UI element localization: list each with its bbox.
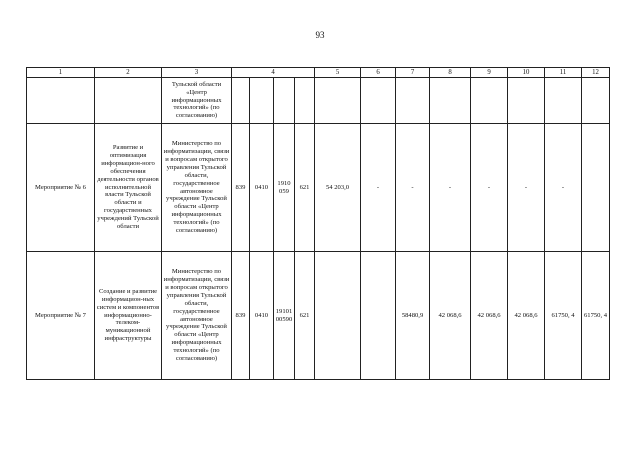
value-col7: 58480,9 [396,252,430,380]
table-cell [232,78,250,124]
value-col5 [315,252,361,380]
header-cell: 2 [95,68,162,78]
rzpr-code: 0410 [250,124,274,252]
table-row-measure-7 [27,252,610,380]
table-cell [430,78,471,124]
measure-description: Развитие и оптимизация информацион-ного обеспечения деятельности органов исполнительной власти Тульской области и государственных учреждений Тульской области [95,124,162,252]
table-cell [295,78,315,124]
value-col12 [582,124,610,252]
value-col6 [361,252,396,380]
table-cell [315,78,361,124]
table-cell [27,78,95,124]
value-col10: 42 068,6 [508,252,545,380]
header-cell: 4 [232,68,315,78]
header-cell: 6 [361,68,396,78]
table-cell [95,78,162,124]
header-cell: 8 [430,68,471,78]
header-cell: 9 [471,68,508,78]
table-cell [396,78,430,124]
table-cell [250,78,274,124]
header-cell: 5 [315,68,361,78]
executor-cell: Министерство по информатизации, связи и вопросам открытого управления Тульской области, государственное автономное учреждение Тульской области «Центр информационных технологий» (по согласованию) [162,252,232,380]
header-cell: 12 [582,68,610,78]
table-cell [582,78,610,124]
header-cell: 3 [162,68,232,78]
value-col10: - [508,124,545,252]
csr-code: 19101 00590 [274,252,295,380]
vr-code: 621 [295,124,315,252]
value-col9: 42 068,6 [471,252,508,380]
table-row-continued [27,78,610,124]
header-cell: 11 [545,68,582,78]
value-col11: 61750, 4 [545,252,582,380]
table-cell [471,78,508,124]
value-col9: - [471,124,508,252]
value-col8: 42 068,6 [430,252,471,380]
vr-code: 621 [295,252,315,380]
executor-cell: Тульской области «Центр информационных технологий» (по согласованию) [162,78,232,124]
budget-table [26,67,610,380]
measure-description: Создание и развитие информацион-ных систем и компонентов информационно-телеком-муникационной инфраструктуры [95,252,162,380]
table-row-measure-6 [27,124,610,252]
table-cell [545,78,582,124]
value-col5: 54 203,0 [315,124,361,252]
value-col6: - [361,124,396,252]
page-number: 93 [315,30,325,40]
header-row [27,68,610,78]
grbs-code: 839 [232,252,250,380]
value-col12: 61750, 4 [582,252,610,380]
header-cell: 10 [508,68,545,78]
table-cell [361,78,396,124]
header-cell: 7 [396,68,430,78]
csr-code: 1910 059 [274,124,295,252]
grbs-code: 839 [232,124,250,252]
rzpr-code: 0410 [250,252,274,380]
table-cell [274,78,295,124]
table-cell [508,78,545,124]
measure-name: Мероприятие № 7 [27,252,95,380]
value-col8: - [430,124,471,252]
value-col11: - [545,124,582,252]
measure-name: Мероприятие № 6 [27,124,95,252]
executor-cell: Министерство по информатизации, связи и вопросам открытого управления Тульской области, государственное автономное учреждение Тульской области «Центр информационных технологий» (по согласованию) [162,124,232,252]
header-cell: 1 [27,68,95,78]
value-col7: - [396,124,430,252]
